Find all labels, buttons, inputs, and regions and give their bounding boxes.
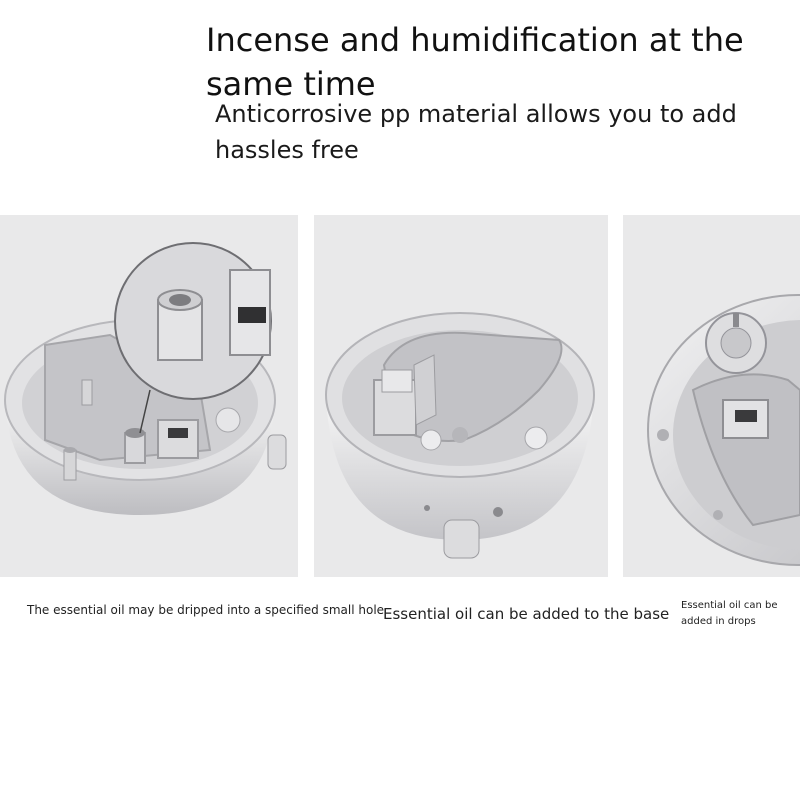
- caption-base: Essential oil can be added to the base: [383, 605, 670, 623]
- bump: [525, 427, 547, 449]
- page-title: Incense and humidification at the same time: [206, 21, 744, 103]
- page-subtitle: Anticorrosive pp material allows you to add hassles free: [215, 100, 737, 164]
- caption-drops: Essential oil can be added in drops: [681, 600, 778, 627]
- front-knob: [444, 520, 479, 558]
- product-photo-oil-hole: [0, 215, 298, 577]
- side-knob: [268, 435, 286, 469]
- product-photo-base: [314, 215, 608, 577]
- bump: [421, 430, 441, 450]
- pin: [64, 450, 76, 480]
- product-photo-drops: [623, 215, 800, 577]
- caption-oil-hole: The essential oil may be dripped into a specified small hole: [27, 603, 385, 617]
- bump: [216, 408, 240, 432]
- vent-box: [158, 420, 198, 458]
- pin: [82, 380, 92, 405]
